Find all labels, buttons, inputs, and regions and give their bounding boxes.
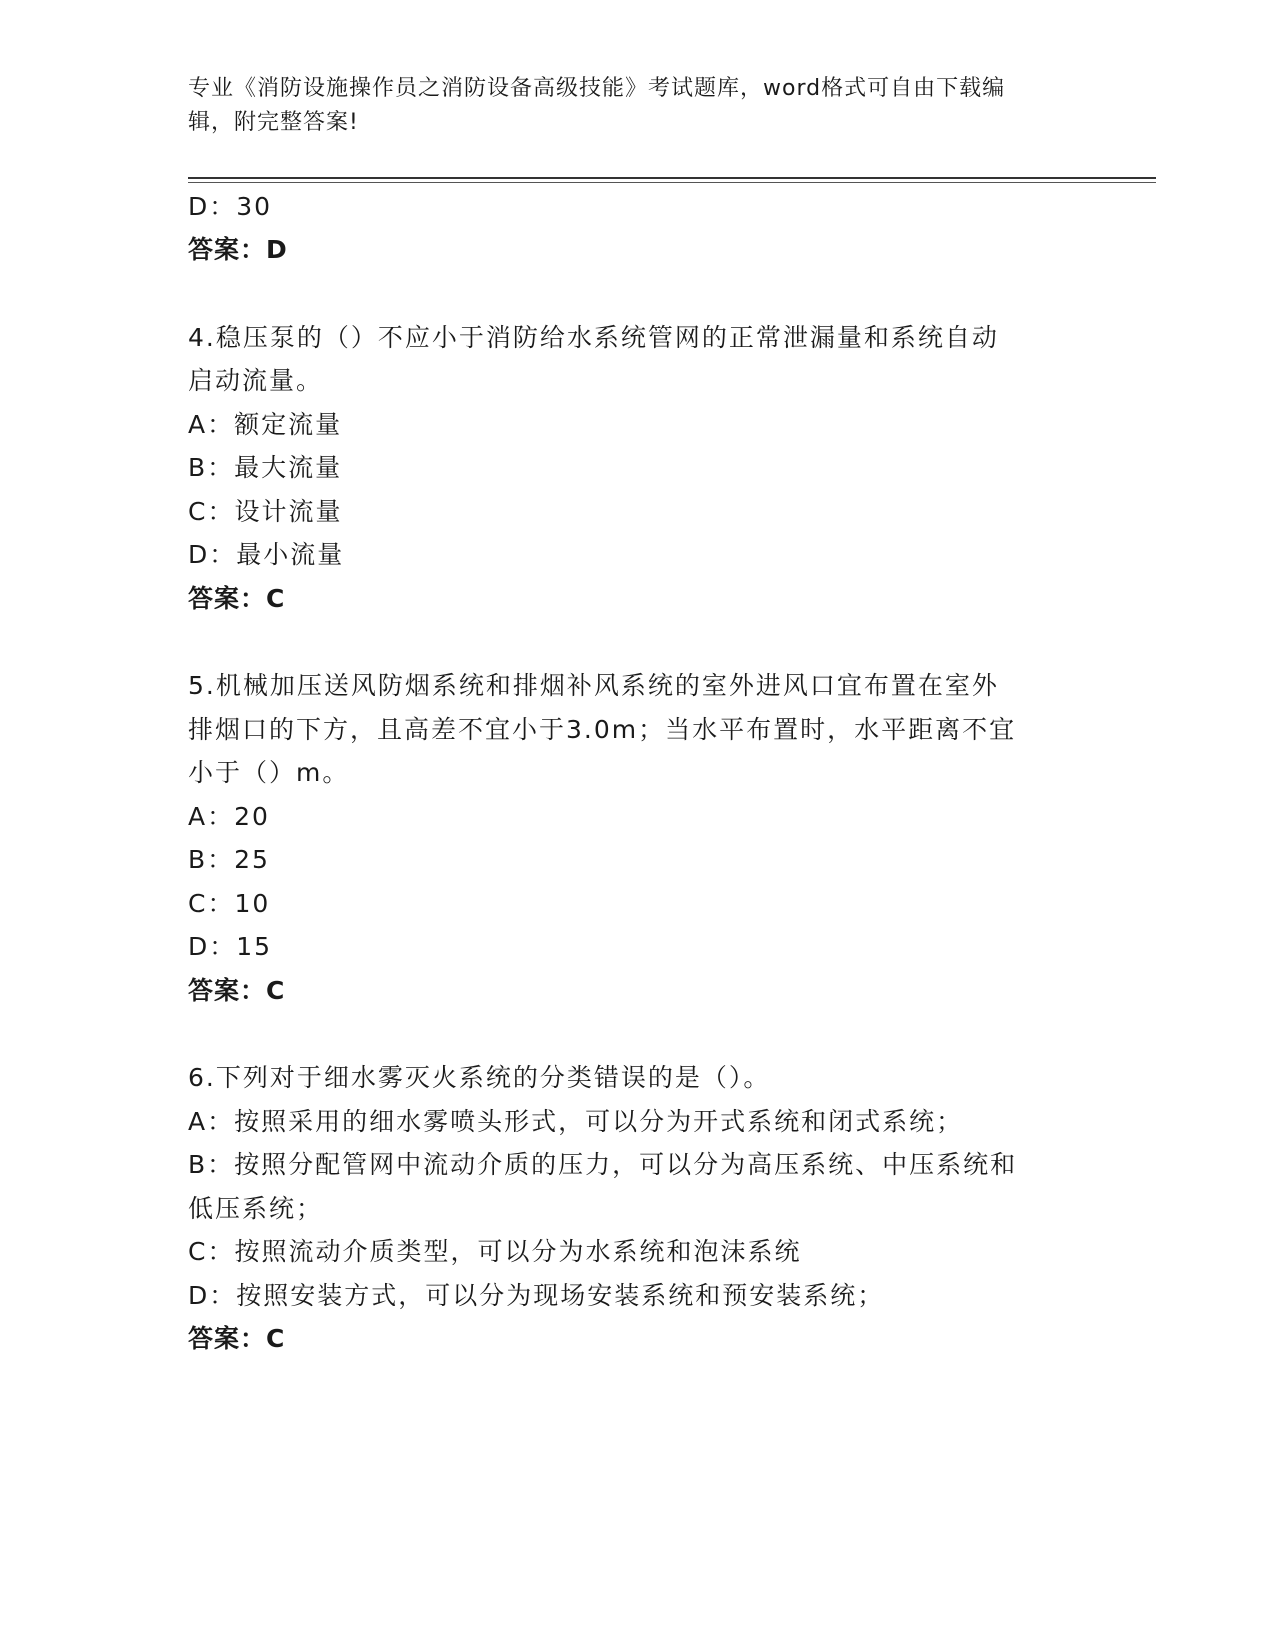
document-header <box>188 72 1068 140</box>
q5-option-b: B：25 <box>188 845 270 874</box>
header-line-1: 专业《消防设施操作员之消防设备高级技能》考试题库，word格式可自由下载编 <box>188 76 1006 101</box>
q3-option-d: D：30 <box>188 192 273 221</box>
q4-option-d: D：最小流量 <box>188 540 345 569</box>
header-divider-thick <box>188 177 1156 179</box>
q4-option-c: C：设计流量 <box>188 497 343 526</box>
q4-answer: 答案：C <box>188 584 286 613</box>
q5-stem-line-2: 排烟口的下方，且高差不宜小于3.0m；当水平布置时，水平距离不宜 <box>188 715 1017 744</box>
q4-stem-line-1: 4.稳压泵的（）不应小于消防给水系统管网的正常泄漏量和系统自动 <box>188 323 999 352</box>
q5-option-c: C：10 <box>188 889 271 918</box>
q4-option-b: B：最大流量 <box>188 453 343 482</box>
q6-option-b-line-2: 低压系统； <box>188 1194 324 1223</box>
q6-stem-line-1: 6.下列对于细水雾灭火系统的分类错误的是（）。 <box>188 1063 771 1092</box>
q5-stem-line-3: 小于（）m。 <box>188 758 350 787</box>
q6-option-a: A：按照采用的细水雾喷头形式，可以分为开式系统和闭式系统； <box>188 1107 964 1136</box>
q6-option-c: C：按照流动介质类型，可以分为水系统和泡沫系统 <box>188 1237 802 1266</box>
q4-stem-line-2: 启动流量。 <box>188 366 324 395</box>
header-divider-thin <box>188 182 1156 183</box>
q6-answer: 答案：C <box>188 1324 286 1353</box>
header-line-2: 辑，附完整答案! <box>188 110 359 135</box>
q5-answer: 答案：C <box>188 976 286 1005</box>
q6-option-d: D：按照安装方式，可以分为现场安装系统和预安装系统； <box>188 1281 885 1310</box>
q6-option-b-line-1: B：按照分配管网中流动介质的压力，可以分为高压系统、中压系统和 <box>188 1150 1018 1179</box>
q3-answer: 答案：D <box>188 235 288 264</box>
q4-option-a: A：额定流量 <box>188 410 343 439</box>
q5-option-d: D：15 <box>188 932 273 961</box>
q5-stem-line-1: 5.机械加压送风防烟系统和排烟补风系统的室外进风口宜布置在室外 <box>188 671 999 700</box>
q5-option-a: A：20 <box>188 802 270 831</box>
